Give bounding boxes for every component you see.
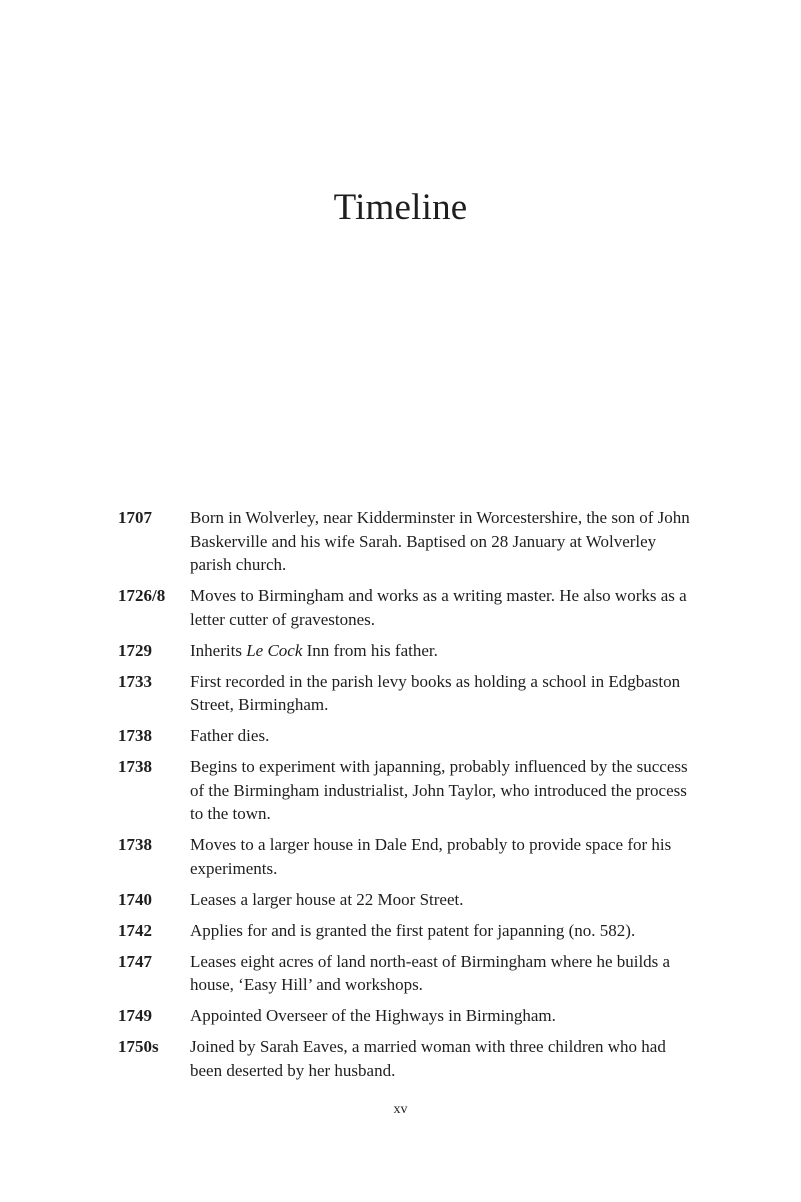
timeline-entry: [118, 584, 698, 631]
entry-year: 1707: [118, 508, 152, 527]
timeline-entry: [118, 724, 698, 748]
timeline-entry: [118, 1035, 698, 1082]
timeline-entry: [118, 888, 698, 912]
timeline-entry: [118, 919, 698, 943]
entry-year: 1742: [118, 920, 152, 940]
entry-year: 1726/8: [118, 586, 166, 605]
entry-text: Appointed Overseer of the Highways in Birmingham.: [190, 1006, 556, 1025]
entry-year: 1733: [118, 671, 152, 691]
entry-text: Joined by Sarah Eaves, a married woman with three children who had been deserted by her husband.: [190, 1037, 666, 1080]
entry-text: Born in Wolverley, near Kidderminster in Worcestershire, the son of John Baskerville and his wife Sarah. Baptised on 28 January at Wolverley parish church.: [190, 508, 690, 574]
timeline-entry: [118, 755, 698, 826]
entry-text-before: Inherits: [190, 640, 247, 660]
timeline-entry: [118, 639, 698, 663]
entry-text: Applies for and is granted the first patent for japanning (no. 582).: [190, 920, 636, 940]
timeline-entry: [118, 1004, 698, 1028]
entry-year: 1738: [118, 835, 152, 854]
entry-year: 1738: [118, 757, 152, 776]
entry-text: Begins to experiment with japanning, probably influenced by the success of the Birmingham industrialist, John Taylor, who introduced the process to the town.: [190, 757, 688, 823]
page-number: xv: [393, 1102, 408, 1117]
timeline-entry: [118, 833, 698, 880]
entry-text: Moves to Birmingham and works as a writing master. He also works as a letter cutter of gravestones.: [190, 586, 687, 629]
entry-text: Leases eight acres of land north-east of Birmingham where he builds a house, ‘Easy Hill’ and workshops.: [190, 951, 671, 994]
entry-text: Moves to a larger house in Dale End, probably to provide space for his experiments.: [190, 835, 672, 878]
entry-year: 1729: [118, 640, 152, 660]
timeline-entry: [118, 506, 698, 577]
timeline-entry: [118, 670, 698, 717]
entry-year: 1749: [118, 1006, 152, 1025]
entry-text: First recorded in the parish levy books as holding a school in Edgbaston Street, Birmingham.: [190, 671, 681, 714]
timeline-entry: [118, 950, 698, 997]
entry-text: Father dies.: [190, 726, 270, 745]
entry-text: [190, 639, 698, 663]
entry-year: 1738: [118, 726, 152, 745]
entry-year: 1747: [118, 951, 152, 971]
entry-year: 1740: [118, 889, 152, 909]
entry-text: Leases a larger house at 22 Moor Street.: [190, 889, 464, 909]
timeline-list: [118, 506, 698, 1090]
entry-year: 1750s: [118, 1037, 159, 1056]
entry-text-italic: Le Cock: [246, 640, 303, 660]
entry-text-after: Inn from his father.: [302, 640, 438, 660]
page-title: Timeline: [333, 187, 468, 228]
